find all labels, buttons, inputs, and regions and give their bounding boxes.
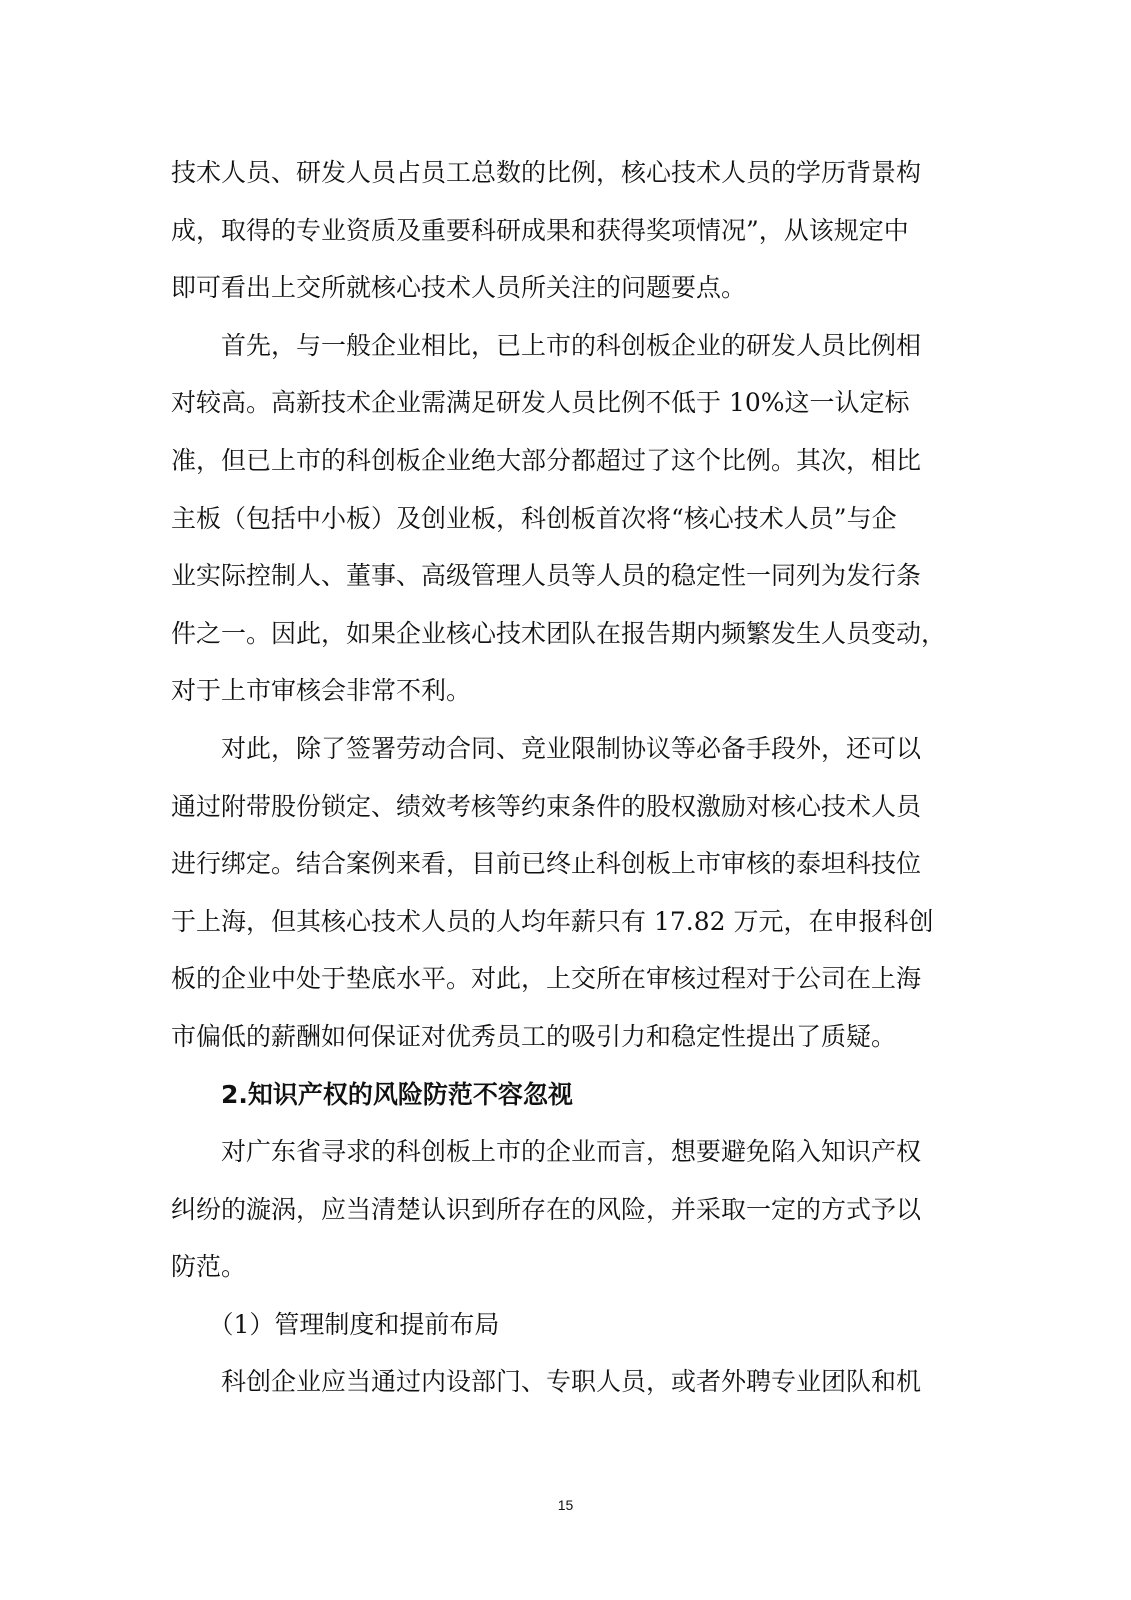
text-line: 技术人员、研发人员占员工总数的比例，核心技术人员的学历背景构	[171, 158, 922, 187]
page-number: 15	[557, 1497, 574, 1513]
body-text	[171, 144, 951, 1411]
text-line: 板的企业中处于垫底水平。对此，上交所在审核过程对于公司在上海	[171, 964, 922, 994]
text-line: 纠纷的漩涡，应当清楚认识到所存在的风险，并采取一定的方式予以	[171, 1194, 922, 1224]
text-line: 即可看出上交所就核心技术人员所关注的问题要点。	[171, 273, 747, 303]
text-line: 通过附带股份锁定、绩效考核等约束条件的股权激励对核心技术人员	[171, 791, 922, 821]
text-line: 主板（包括中小板）及创业板，科创板首次将“核心技术人员”与企	[171, 503, 897, 533]
text-line: 对此，除了签署劳动合同、竞业限制协议等必备手段外，还可以	[171, 733, 922, 763]
text-line: 件之一。因此，如果企业核心技术团队在报告期内频繁发生人员变动，	[171, 618, 947, 648]
text-line: 市偏低的薪酬如何保证对优秀员工的吸引力和稳定性提出了质疑。	[171, 1021, 897, 1051]
subsection-heading: （1）管理制度和提前布局	[171, 1309, 500, 1339]
text-line: 成，取得的专业资质及重要科研成果和获得奖项情况”，从该规定中	[171, 215, 909, 245]
text-line: 于上海，但其核心技术人员的人均年薪只有 17.82 万元，在申报科创	[171, 906, 934, 936]
text-line: 准，但已上市的科创板企业绝大部分都超过了这个比例。其次，相比	[171, 445, 922, 475]
text-line: 业实际控制人、董事、高级管理人员等人员的稳定性一同列为发行条	[171, 561, 922, 591]
text-line: 对于上市审核会非常不利。	[171, 676, 472, 706]
text-line: 对较高。高新技术企业需满足研发人员比例不低于 10%这一认定标	[171, 388, 910, 418]
text-line: 进行绑定。结合案例来看，目前已终止科创板上市审核的泰坦科技位	[171, 849, 922, 879]
section-heading: 2.知识产权的风险防范不容忽视	[171, 1079, 573, 1109]
text-line: 防范。	[171, 1252, 247, 1282]
text-line: 首先，与一般企业相比，已上市的科创板企业的研发人员比例相	[171, 330, 922, 360]
text-line: 对广东省寻求的科创板上市的企业而言，想要避免陷入知识产权	[171, 1137, 922, 1167]
text-line: 科创企业应当通过内设部门、专职人员，或者外聘专业团队和机	[171, 1367, 922, 1397]
